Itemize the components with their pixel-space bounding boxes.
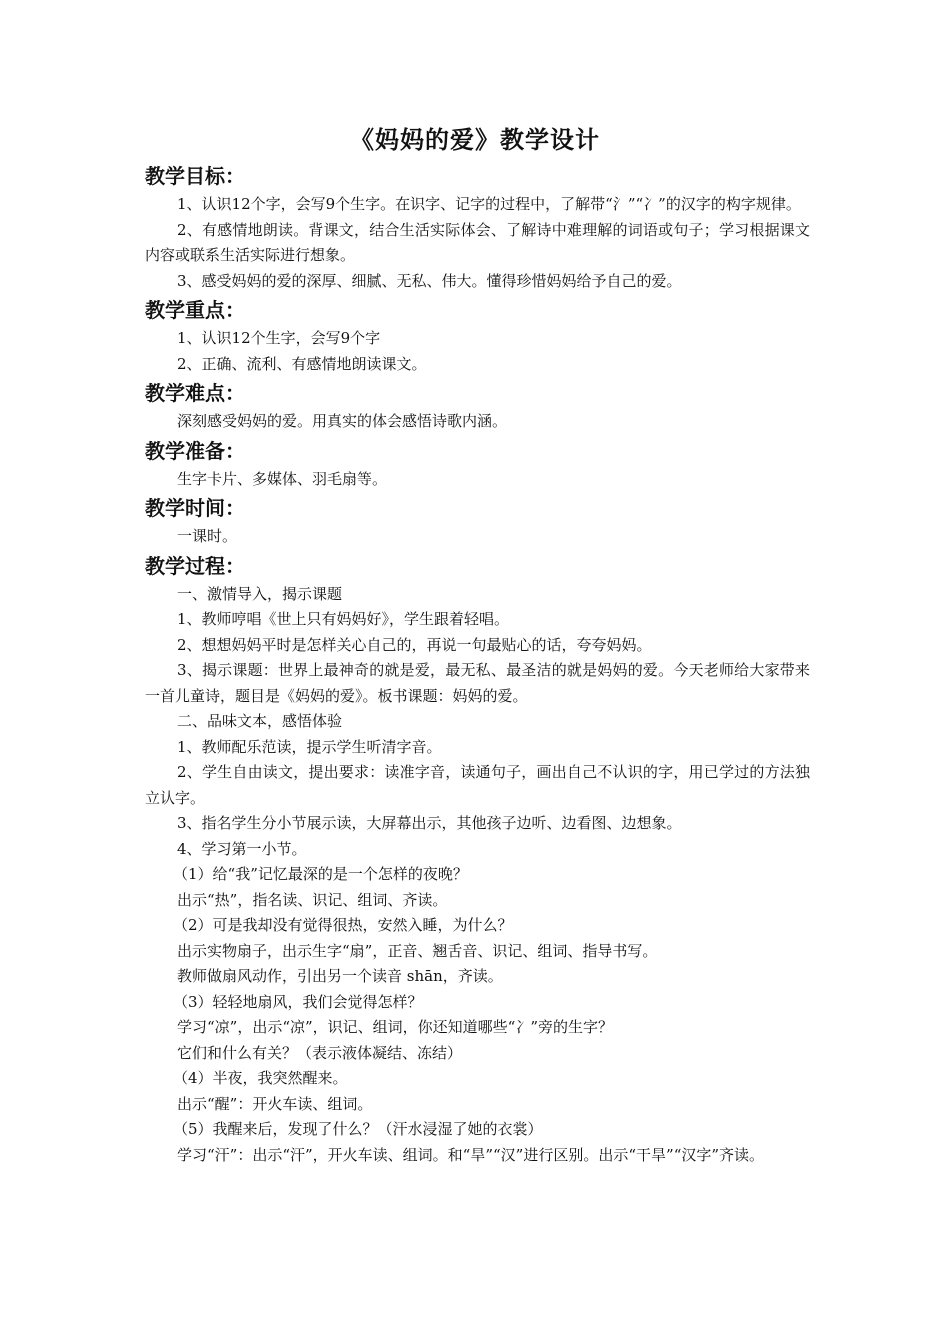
time-text: 一课时。 xyxy=(177,527,238,545)
process-line: 1、教师哼唱《世上只有妈妈好》，学生跟着轻唱。 xyxy=(177,610,510,628)
goal-item: 3、感受妈妈的爱的深厚、细腻、无私、伟大。懂得珍惜妈妈给予自己的爱。 xyxy=(177,271,682,290)
process-line: 教师做扇风动作，引出另一个读音 shān，齐读。 xyxy=(177,967,503,985)
goals-heading: 教学目标： xyxy=(145,164,245,188)
process-line: （2）可是我却没有觉得很热，安然入睡，为什么？ xyxy=(173,916,513,934)
keypoints-heading: 教学重点： xyxy=(145,298,245,322)
keypoint-item: 1、认识12个生字，会写9个字 xyxy=(177,329,381,347)
process-line: （1）给“我”记忆最深的是一个怎样的夜晚？ xyxy=(173,865,468,883)
process-line: 它们和什么有关？（表示液体凝结、冻结） xyxy=(177,1043,463,1062)
difficulty-text: 深刻感受妈妈的爱。用真实的体会感悟诗歌内涵。 xyxy=(177,412,508,430)
difficulty-heading: 教学难点： xyxy=(145,381,245,405)
process-line: 3、揭示课题：世界上最神奇的就是爱，最无私、最圣洁的就是妈妈的爱。今天老师给大家带来一首儿童诗，题目是《妈妈的爱》。板书课题：妈妈的爱。 xyxy=(145,661,810,705)
page-title: 《妈妈的爱》教学设计 xyxy=(350,125,600,154)
process-line: 3、指名学生分小节展示读，大屏幕出示，其他孩子边听、边看图、边想象。 xyxy=(177,814,682,832)
goal-item: 2、有感情地朗读。背课文，结合生活实际体会、了解诗中难理解的词语或句子；学习根据课文内容或联系生活实际进行想象。 xyxy=(145,220,810,264)
process-line: 1、教师配乐范读，提示学生听清字音。 xyxy=(177,737,442,756)
prep-heading: 教学准备： xyxy=(145,438,245,463)
process-line: （3）轻轻地扇风，我们会觉得怎样？ xyxy=(173,992,423,1011)
process-line: 出示实物扇子，出示生字“扇”，正音、翘舌音、识记、组词、指导书写。 xyxy=(177,941,658,960)
process-line: 一、激情导入，揭示课题 xyxy=(177,584,343,603)
process-line: 出示“热”，指名读、识记、组词、齐读。 xyxy=(177,890,448,909)
process-line: 二、品味文本，感悟体验 xyxy=(177,712,343,730)
process-line: 学习“汗”：出示“汗”，开火车读、组词。和“旱”“汉”进行区别。出示“干旱”“汉字”齐读。 xyxy=(177,1145,765,1164)
time-heading: 教学时间： xyxy=(145,496,245,520)
process-line: 4、学习第一小节。 xyxy=(177,839,307,858)
process-line: （5）我醒来后，发现了什么？（汗水浸湿了她的衣裳） xyxy=(173,1120,543,1138)
process-line: 出示“醒”：开火车读、组词。 xyxy=(177,1094,373,1113)
process-heading: 教学过程： xyxy=(145,553,245,578)
process-line: 2、想想妈妈平时是怎样关心自己的，再说一句最贴心的话，夸夸妈妈。 xyxy=(177,635,652,654)
keypoint-item: 2、正确、流利、有感情地朗读课文。 xyxy=(177,354,427,373)
process-line: 2、学生自由读文，提出要求：读准字音，读通句子，画出自己不认识的字，用已学过的方法独立认字。 xyxy=(145,763,810,807)
process-line: 学习“凉”，出示“凉”，识记、组词，你还知道哪些“冫”旁的生字？ xyxy=(177,1018,614,1036)
process-line: （4）半夜，我突然醒来。 xyxy=(173,1069,348,1087)
prep-text: 生字卡片、多媒体、羽毛扇等。 xyxy=(177,469,388,488)
goal-item: 1、认识12个字，会写9个生字。在识字、记字的过程中，了解带“氵”“冫”的汉字的构字规律。 xyxy=(177,195,801,213)
document-body xyxy=(145,160,810,1168)
